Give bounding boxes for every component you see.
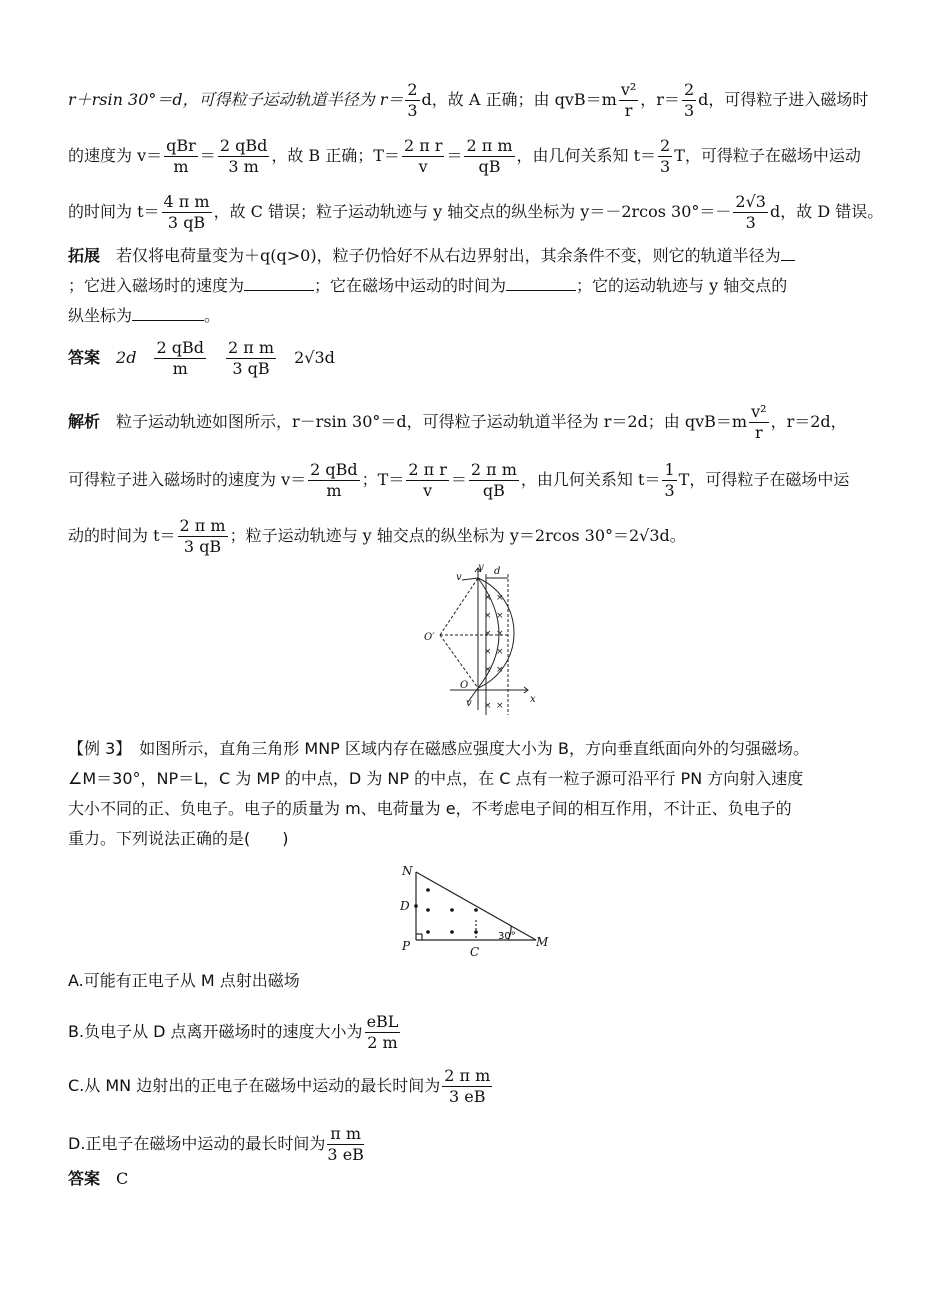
text: d，故 A 正确；由 qvB＝m xyxy=(421,90,617,109)
svg-text:×: × xyxy=(484,665,492,675)
field-crosses xyxy=(484,593,504,711)
solution-line-2: 的速度为 v＝ $\frac{\text{qBr}}{m}$ ＝ $\frac{\text{2 qBd}}{3 m}$ ，故 B 正确；T＝ $\frac{\text{2 π r}}{v}$ ＝ $\frac{\text{2 π m}}{qB}$ ，由几何关系知 t＝ $\frac{2}{3}$ T，可得粒子在磁场中运动 xyxy=(68,136,861,176)
analysis-line-3: 动的时间为 t＝ $\frac{\text{2 π m}}{3 qB}$ ；粒子运动轨迹与 y 轴交点的纵坐标为 y＝2rcos 30°＝2√3d。 xyxy=(68,516,686,556)
d-label: d xyxy=(494,566,501,577)
fraction: $\frac{2}{3}$ xyxy=(683,80,695,120)
example-line-2: ∠M＝30°，NP＝L，C 为 MP 的中点，D 为 NP 的中点，在 C 点有一粒子源可沿平行 PN 方向射入速度 xyxy=(68,769,804,788)
extension-line-2: ；它进入磁场时的速度为 ；它在磁场中运动的时间为 ；它的运动轨迹与 y 轴交点的 xyxy=(68,276,788,295)
example-line-1: 【例 3】 如图所示，直角三角形 MNP 区域内存在磁感应强度大小为 B，方向垂直纸面向外的匀强磁场。 xyxy=(68,739,809,758)
triangle-figure xyxy=(396,860,556,960)
solution-line-1 xyxy=(68,80,868,121)
answer-1: 答案 2d $\frac{\text{2 qBd}}{m}$ $\frac{\text{2 π m}}{3 qB}$ 2√3d xyxy=(68,338,335,378)
vertex-n-label: N xyxy=(402,864,413,878)
answer-blank xyxy=(132,304,204,321)
svg-text:×: × xyxy=(484,611,492,621)
solution-line-3: 的时间为 t＝ $\frac{\text{4 π m}}{3 qB}$ ，故 C 错误；粒子运动轨迹与 y 轴交点的纵坐标为 y＝－2rcos 30°＝－ $\frac{2√3}{3}$ d，故 D 错误。 xyxy=(68,192,884,232)
svg-text:×: × xyxy=(496,611,504,621)
angle-label: 30° xyxy=(498,931,516,942)
text: d，可得粒子进入磁场时 xyxy=(698,90,869,109)
text: r＋rsin 30°＝d，可得粒子运动轨道半径为 r＝ xyxy=(68,90,404,109)
analysis-line-2: 可得粒子进入磁场时的速度为 v＝ $\frac{\text{2 qBd}}{m}$ ；T＝ $\frac{\text{2 π r}}{v}$ ＝ $\frac{\text{2 π m}}{qB}$ ，由几何关系知 t＝ $\frac{1}{3}$ T，可得粒子在磁场中运 xyxy=(68,460,850,500)
option-c: C.从 MN 边射出的正电子在磁场中运动的最长时间为 $\frac{\text{2 π m}}{3 eB}$ xyxy=(68,1066,491,1106)
point-d-label: D xyxy=(400,899,410,913)
v-bottom-label: v xyxy=(466,698,472,709)
svg-text:×: × xyxy=(484,647,492,657)
origin-label: O xyxy=(460,680,469,691)
svg-text:×: × xyxy=(484,593,492,603)
answer-blank xyxy=(244,274,314,291)
example-label: 【例 3】 xyxy=(68,739,124,758)
svg-text:×: × xyxy=(496,701,504,711)
trajectory-figure xyxy=(420,560,540,720)
x-axis-label: x xyxy=(530,694,536,705)
svg-text:×: × xyxy=(496,593,504,603)
analysis-label: 解析 xyxy=(68,412,101,431)
vertex-p-label: P xyxy=(402,939,411,953)
text: ，r＝ xyxy=(640,90,680,109)
answer-blank xyxy=(781,244,795,261)
answer-2 xyxy=(68,1168,128,1190)
example-line-3: 大小不同的正、负电子。电子的质量为 m、电荷量为 e，不考虑电子间的相互作用，不计正、负电子的 xyxy=(68,799,792,818)
o-prime-label: O′ xyxy=(424,632,435,643)
point-c-label: C xyxy=(470,945,480,959)
answer-blank xyxy=(506,274,576,291)
answer-value: C xyxy=(116,1169,129,1188)
option-a: A.可能有正电子从 M 点射出磁场 xyxy=(68,971,300,990)
example-line-4: 重力。下列说法正确的是( ) xyxy=(68,829,289,848)
fraction: $\frac{\text{v²}}{r}$ xyxy=(620,80,637,120)
extension-label: 拓展 xyxy=(68,246,101,265)
svg-text:×: × xyxy=(496,647,504,657)
svg-text:×: × xyxy=(496,629,504,639)
v-top-label: v xyxy=(456,572,462,583)
extension-line-1: 拓展 若仅将电荷量变为＋q(q>0)，粒子仍恰好不从右边界射出，其余条件不变，则它的轨道半径为 xyxy=(68,244,795,267)
svg-text:×: × xyxy=(484,629,492,639)
svg-text:×: × xyxy=(496,665,504,675)
extension-line-3: 纵坐标为 。 xyxy=(68,306,221,325)
svg-text:×: × xyxy=(484,701,492,711)
option-b: B.负电子从 D 点离开磁场时的速度大小为 $\frac{\text{eBL}}{2 m}$ xyxy=(68,1012,399,1052)
answer-label: 答案 xyxy=(68,348,101,367)
fraction: $\frac{2}{3}$ xyxy=(407,80,418,120)
option-d: D.正电子在磁场中运动的最长时间为 $\frac{\text{π m}}{3 eB}$ xyxy=(68,1124,364,1164)
y-axis-label: y xyxy=(478,562,484,573)
answer-label: 答案 xyxy=(68,1169,101,1188)
analysis-line-1: 解析 粒子运动轨迹如图所示，r－rsin 30°＝d，可得粒子运动轨道半径为 r＝2d；由 qvB＝m $\frac{\text{v²}}{r}$ ，r＝2d， xyxy=(68,402,847,442)
vertex-m-label: M xyxy=(536,935,549,949)
